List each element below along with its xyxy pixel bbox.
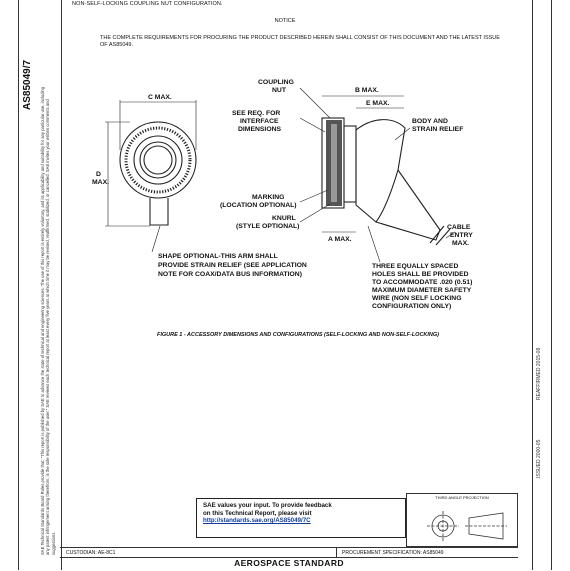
drawing-labels — [92, 79, 473, 310]
cable-label: CABLE — [447, 224, 471, 231]
feedback-box — [196, 498, 406, 538]
cable-entry-1 — [430, 226, 444, 243]
inner-ring — [134, 136, 182, 184]
reaffirmed-date: REAFFIRMED 2015-08 — [536, 347, 542, 400]
document-number: AS85049/7 — [22, 59, 33, 110]
feedback-line-1: SAE values your input. To provide feedback — [203, 502, 332, 509]
d-label: D — [96, 171, 101, 178]
top-note: NON-SELF-LOCKING COUPLING NUT CONFIGURATION. — [72, 1, 223, 7]
projection-symbol-icon — [407, 494, 519, 548]
shape-note-line-2: PROVIDE STRAIN RELIEF (SEE APPLICATION — [158, 262, 307, 269]
strain-relief-label: STRAIN RELIEF — [412, 126, 464, 133]
body-leader — [395, 128, 410, 140]
a-max-label: A MAX. — [328, 236, 352, 243]
figure-caption: FIGURE 1 - ACCESSORY DIMENSIONS AND CONFIGURATIONS (SELF-LOCKING AND NON-SELF-LOCKING) — [156, 332, 440, 338]
holes-leader — [368, 226, 380, 262]
nut-label: NUT — [272, 87, 286, 94]
coupling-leader — [300, 88, 330, 118]
dimensions-label: DIMENSIONS — [238, 126, 282, 133]
notice-paragraph: THE COMPLETE REQUIREMENTS FOR PROCURING THE PRODUCT DESCRIBED HEREIN SHALL CONSIST OF THIS DOCUMENT AND THE LATEST ISSUE OF AS85049. — [100, 35, 500, 48]
interface-collar — [344, 126, 356, 202]
c-max-label: C MAX. — [148, 94, 172, 101]
bore-inner — [144, 146, 172, 174]
see-req-label: SEE REQ. FOR — [232, 110, 281, 117]
e-max-label: E MAX. — [366, 100, 390, 107]
body-label: BODY AND — [412, 118, 448, 125]
standard-title: AEROSPACE STANDARD — [60, 557, 518, 571]
shape-leader — [152, 226, 160, 252]
sae-notice-text: SAE Technical Standards Board Rules provide that: "This report is published by SAE to advance the state of technical and engineering sciences. The use of this report is entirely voluntary, and its applicability and suitability for any particular use, including any patent infringement arising therefrom, is the sole responsibility of the user." SAE reviews each technical report at least every five years at which time it may be revised, reaffirmed, stabilized, or cancelled. SAE invites your written comments and suggestions. — [40, 86, 56, 555]
holes-note-line-2: HOLES SHALL BE PROVIDED — [372, 271, 469, 278]
side-view — [300, 88, 455, 262]
holes-note-line-5: WIRE (NON SELF LOCKING — [372, 295, 462, 302]
see-req-leader — [300, 118, 325, 132]
entry-label: ENTRY — [450, 232, 473, 239]
outer-ring — [120, 122, 196, 198]
arm-outline — [150, 198, 168, 225]
location-optional-label: (LOCATION OPTIONAL) — [220, 202, 297, 209]
style-optional-label: (STYLE OPTIONAL) — [236, 223, 300, 230]
issued-date: ISSUED 2000-05 — [536, 439, 542, 478]
feedback-line-2: on this Technical Report, please visit — [203, 509, 312, 517]
knurl-ring — [126, 128, 190, 192]
holes-note-line-6: CONFIGURATION ONLY) — [372, 303, 452, 310]
interface-label: INTERFACE — [240, 118, 279, 125]
third-angle-projection-box — [406, 493, 518, 547]
knurl-label: KNURL — [272, 215, 296, 222]
shape-note-line-1: SHAPE OPTIONAL-THIS ARM SHALL — [158, 253, 278, 260]
custodian-field: CUSTODIAN: AE-8C1 — [66, 550, 116, 556]
knurl-highlight — [331, 124, 337, 202]
marking-leader — [300, 190, 328, 202]
marking-label: MARKING — [252, 194, 285, 201]
knurl-leader — [300, 204, 330, 222]
bore-ring — [140, 142, 176, 178]
notice-heading: NOTICE — [274, 18, 296, 24]
holes-note-line-4: MAXIMUM DIAMETER SAFETY — [372, 287, 472, 294]
procurement-field: PROCUREMENT SPECIFICATION: AS85049 — [342, 550, 444, 556]
coupling-label: COUPLING — [258, 79, 294, 86]
body-strain-relief — [356, 120, 405, 222]
cable-max-label: MAX. — [452, 240, 469, 247]
projection-label: THIRD ANGLE PROJECTION — [435, 495, 489, 500]
b-max-label: B MAX. — [355, 87, 379, 94]
d-max-label: MAX. — [92, 179, 109, 186]
feedback-link[interactable]: http://standards.sae.org/AS85049/7C — [203, 517, 311, 525]
holes-note-line-3: TO ACCOMMODATE .020 (0.51) — [372, 279, 473, 286]
end-view — [105, 100, 196, 252]
shape-note-line-3: NOTE FOR COAX/DATA BUS INFORMATION) — [158, 271, 302, 278]
holes-note-line-1: THREE EQUALLY SPACED — [372, 263, 459, 270]
